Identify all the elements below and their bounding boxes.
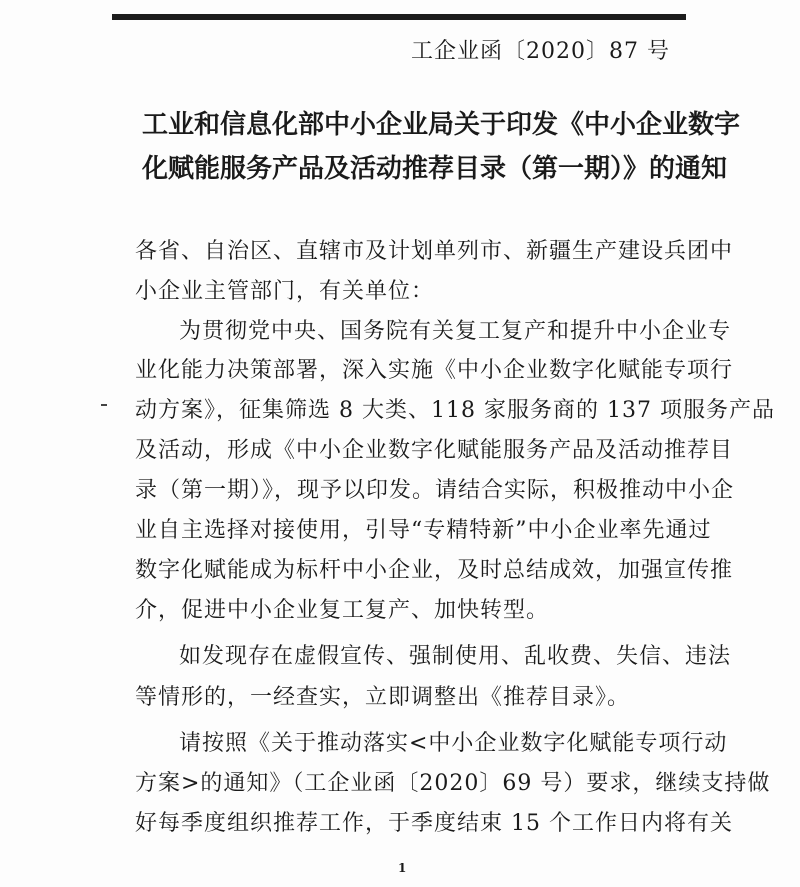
title-line-1: 工业和信息化部中小企业局关于印发《中小企业数字 bbox=[142, 110, 741, 140]
body-line: 动方案》，征集筛选 8 大类、118 家服务商的 137 项服务产品 bbox=[135, 398, 775, 423]
body-line: 业化能力决策部署，深入实施《中小企业数字化赋能专项行 bbox=[135, 358, 734, 383]
paragraph-start-line: 请按照《关于推动落实<中小企业数字化赋能专项行动 bbox=[179, 731, 728, 756]
title-line-2: 化赋能服务产品及活动推荐目录（第一期）》的通知 bbox=[142, 154, 728, 184]
paragraph-start-line: 如发现存在虚假宣传、强制使用、乱收费、失信、违法 bbox=[179, 644, 732, 669]
margin-mark bbox=[101, 404, 107, 406]
document-number: 工企业函〔2020〕87 号 bbox=[411, 39, 670, 64]
paragraph-start-line: 为贯彻党中央、国务院有关复工复产和提升中小企业专 bbox=[179, 319, 732, 344]
body-line: 各省、自治区、直辖市及计划单列市、新疆生产建设兵团中 bbox=[135, 239, 734, 264]
body-line: 等情形的，一经查实，立即调整出《推荐目录》。 bbox=[135, 685, 631, 710]
body-line: 小企业主管部门，有关单位： bbox=[135, 279, 435, 304]
body-line: 录（第一期）》，现予以印发。请结合实际，积极推动中小企 bbox=[135, 478, 735, 503]
page-number: 1 bbox=[398, 861, 407, 875]
body-line: 及活动，形成《中小企业数字化赋能服务产品及活动推荐目 bbox=[135, 438, 734, 463]
body-line: 业自主选择对接使用，引导“专精特新”中小企业率先通过 bbox=[135, 518, 712, 543]
body-line: 方案>的通知》（工企业函〔2020〕69 号）要求，继续支持做 bbox=[135, 771, 771, 796]
body-line: 数字化赋能成为标杆中小企业，及时总结成效，加强宣传推 bbox=[135, 558, 734, 583]
body-line: 好每季度组织推荐工作，于季度结束 15 个工作日内将有关 bbox=[135, 811, 733, 836]
header-rule bbox=[112, 14, 686, 20]
body-line: 介，促进中小企业复工复产、加快转型。 bbox=[135, 598, 550, 623]
document-title bbox=[142, 103, 741, 191]
